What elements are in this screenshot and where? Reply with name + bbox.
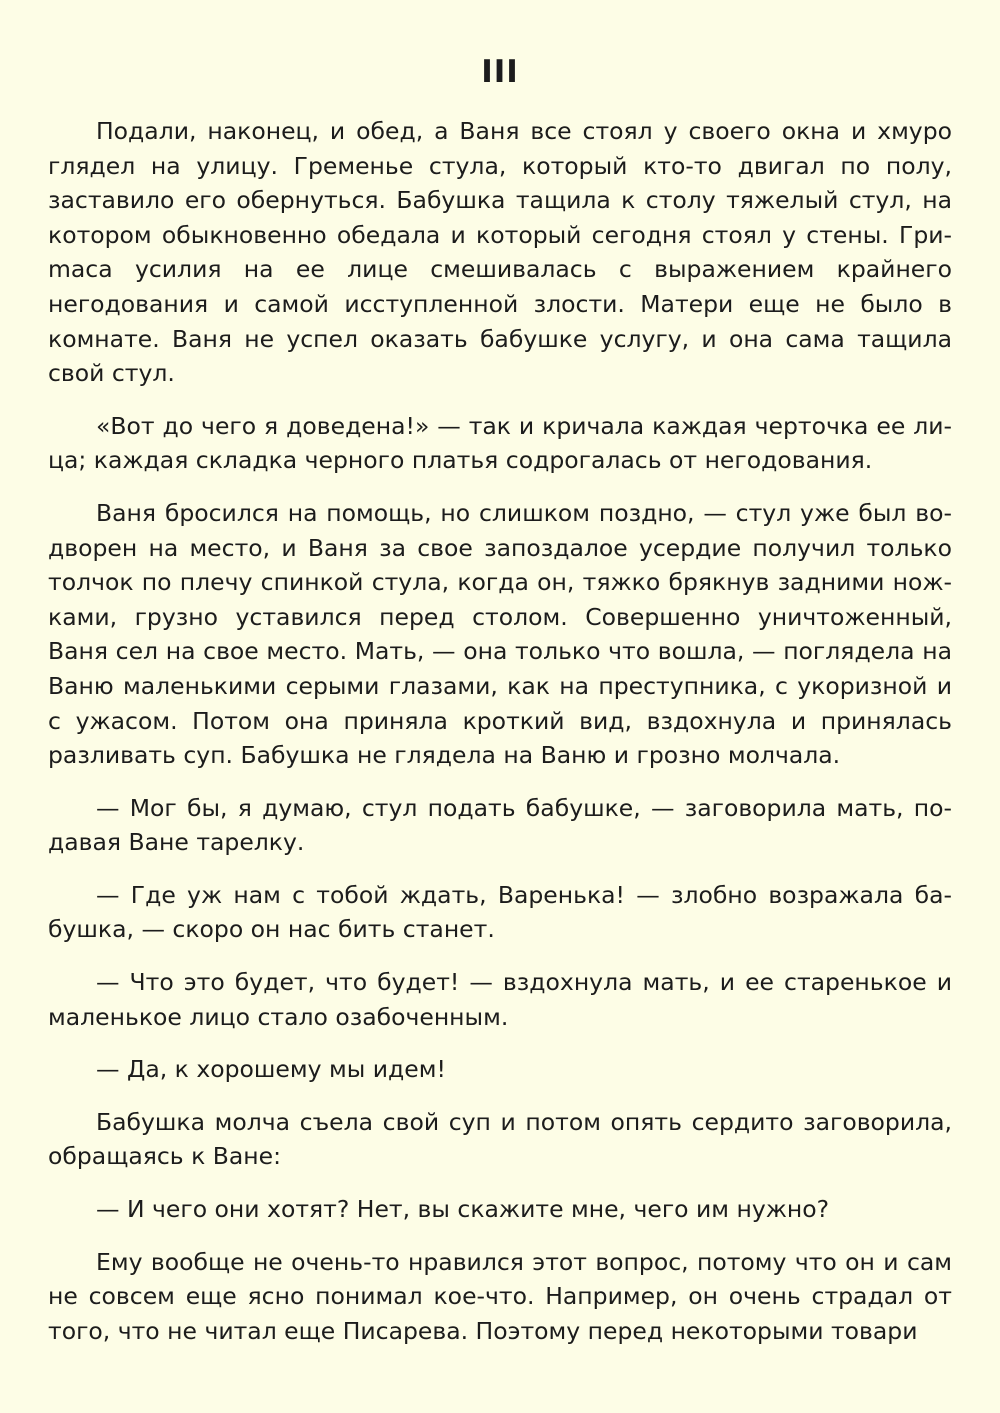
paragraph-1: Подали, наконец, и обед, а Ваня все стоял у своего окна и хмуро глядел на улицу. Гременье стула, который кто-то двигал по полу, заставило его обернуться. Бабушка тащила к столу тяжелый стул, на котором обыкновенно обедала и который сегодня стоял у стены. Гриmаса усилия на ее лице смешивалась с выражением крайнего негодования и самой исступленной злости. Матери еще не было в комнате. Ваня не успел оказать бабушке услугу, и она сама тащила свой стул. (48, 117, 952, 388)
paragraph-5: — Где уж нам с тобой ждать, Варенька! — злобно возражала бабушка, — скоро он нас бить станет. (48, 880, 952, 944)
paragraph-10: Ему вообще не очень-то нравился этот вопрос, потому что он и сам не совсем еще ясно понимал кое-что. Например, он очень страдал от того, что не читал еще Писарева. Поэтому перед некоторыми товари (48, 1247, 952, 1345)
paragraph-8: Бабушка молча съела свой суп и потом опять сердито заговорила, обращаясь к Ване: (48, 1107, 952, 1171)
chapter-title: III (481, 54, 519, 90)
paragraph-4: — Мог бы, я думаю, стул подать бабушке, — заговорила мать, подавая Ване тарелку. (48, 793, 952, 857)
paragraph-3: Ваня бросился на помощь, но слишком поздно, — стул уже был водворен на место, и Ваня за свое запоздалое усердие получил только толчок по плечу спинкой стула, когда он, тяжко брякнув задними ножками, грузно уставился перед столом. Совершенно уничтоженный, Ваня сел на свое место. Мать, — она только что вошла, — поглядела на Ваню маленькими серыми глазами, как на преступника, с укоризной и с ужасом. Потом она приняла кроткий вид, вздохнула и принялась разливать суп. Бабушка не глядела на Ваню и грозно молчала. (48, 498, 952, 770)
paragraph-6: — Что это будет, что будет! — вздохнула мать, и ее старенькое и маленькое лицо стало озабоченным. (48, 968, 952, 1031)
paragraph-2: «Вот до чего я доведена!» — так и кричала каждая черточка ее лица; каждая складка черного платья содрогалась от негодования. (48, 411, 952, 475)
paragraph-9: — И чего они хотят? Нет, вы скажите мне, чего им нужно? (96, 1195, 830, 1224)
paragraph-7: — Да, к хорошему мы идем! (96, 1055, 446, 1084)
